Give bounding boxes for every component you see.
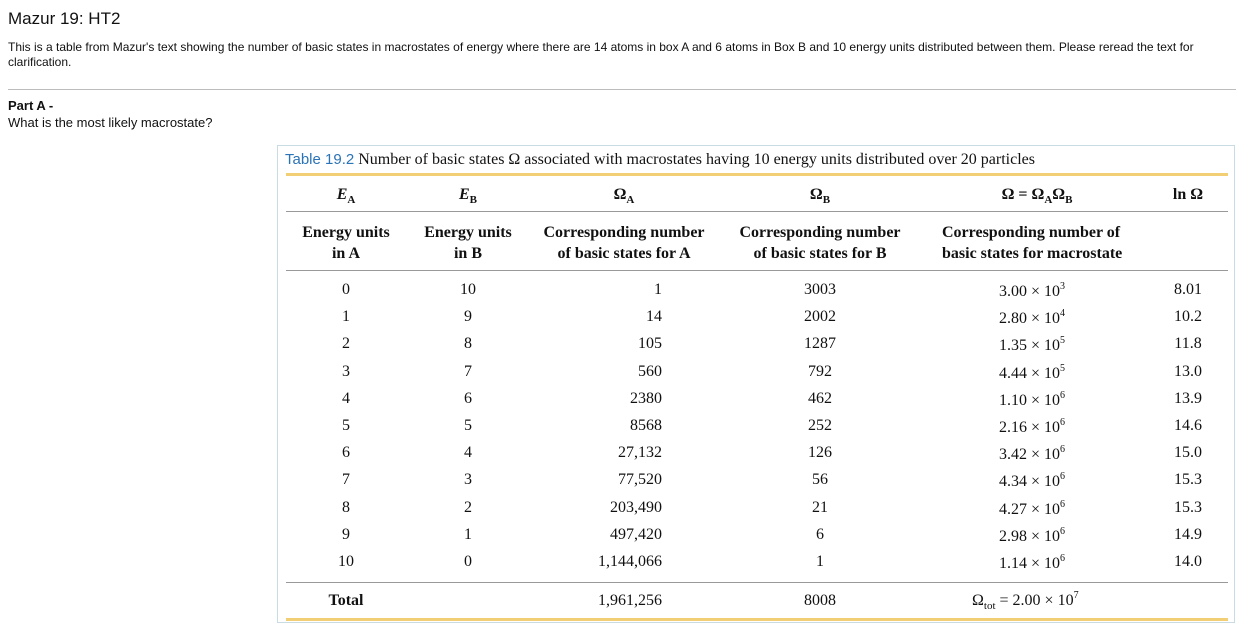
- cell-ea: 6: [342, 444, 350, 461]
- cell-omega: $1.14 \times 10^6$: [999, 553, 1066, 572]
- cell-ln-omega: 11.8: [1174, 335, 1202, 352]
- cell-ln-omega: 13.0: [1174, 363, 1202, 380]
- cell-eb: 10: [460, 281, 476, 298]
- header-omega-b-desc: Corresponding number of basic states for B: [739, 224, 901, 262]
- header-ea-symbol: $E_A$: [336, 186, 356, 206]
- cell-omega-b: 252: [808, 417, 832, 434]
- cell-ea: 1: [342, 308, 350, 325]
- cell-eb: 8: [464, 335, 472, 352]
- cell-omega-a: 8568: [630, 417, 662, 434]
- total-omega-b: 8008: [804, 592, 836, 609]
- cell-eb: 1: [464, 526, 472, 543]
- table-caption-text: Number of basic states Ω associated with macrostates having 10 energy units distributed over 20 particles: [354, 151, 1035, 168]
- divider: [8, 89, 1236, 90]
- cell-omega: $1.10 \times 10^6$: [999, 390, 1066, 409]
- total-omega-a: 1,961,256: [598, 592, 662, 609]
- cell-omega-a: 203,490: [610, 499, 662, 516]
- table-caption-label: Table 19.2: [285, 151, 355, 168]
- cell-omega-b: 21: [812, 499, 828, 516]
- header-ln-omega-symbol: ln Ω: [1172, 186, 1204, 203]
- cell-ea: 4: [342, 390, 350, 407]
- total-omega: $\Omega_{tot} = 2.00 \times 10^7$: [972, 590, 1079, 612]
- cell-omega-b: 3003: [804, 281, 836, 298]
- header-eb-desc: Energy units in B: [424, 224, 512, 262]
- part-label: Part A -: [8, 98, 54, 113]
- cell-omega: $4.27 \times 10^6$: [999, 499, 1066, 518]
- page-title: Mazur 19: HT2: [8, 9, 121, 28]
- header-omega-b-symbol: $\Omega_B$: [809, 186, 831, 206]
- cell-omega-b: 462: [808, 390, 832, 407]
- top-rule: [286, 173, 1228, 176]
- header-omega-desc: Corresponding number of basic states for macrostate: [942, 224, 1123, 262]
- cell-ea: 2: [342, 335, 350, 352]
- problem-description: This is a table from Mazur's text showing the number of basic states in macrostates of energy where there are 14 atoms in box A and 6 atoms in Box B and 10 energy units distributed between them. Please reread the text for clarification.: [8, 40, 1194, 69]
- cell-omega-a: 77,520: [618, 471, 662, 488]
- cell-omega: $2.16 \times 10^6$: [999, 417, 1066, 436]
- cell-eb: 9: [464, 308, 472, 325]
- cell-ea: 5: [342, 417, 350, 434]
- cell-ln-omega: 8.01: [1174, 281, 1202, 298]
- cell-omega-a: 497,420: [610, 526, 662, 543]
- cell-eb: 0: [464, 553, 472, 570]
- header-rule: [286, 211, 1228, 212]
- total-label: Total: [328, 592, 364, 609]
- cell-omega-b: 1287: [804, 335, 836, 352]
- cell-omega-a: 1,144,066: [598, 553, 662, 570]
- cell-ea: 3: [342, 363, 350, 380]
- cell-ln-omega: 15.3: [1174, 499, 1202, 516]
- table-caption: [285, 151, 1035, 169]
- cell-omega-b: 6: [816, 526, 824, 543]
- cell-omega-b: 2002: [804, 308, 836, 325]
- cell-ea: 7: [342, 471, 350, 488]
- cell-ln-omega: 13.9: [1174, 390, 1202, 407]
- cell-ln-omega: 15.0: [1174, 444, 1202, 461]
- header-omega-a-desc: Corresponding number of basic states for A: [543, 224, 705, 262]
- cell-omega: $3.42 \times 10^6$: [999, 444, 1066, 463]
- header-omega-symbol: $\Omega = \Omega_A\Omega_B$: [1001, 186, 1073, 206]
- header-eb-symbol: $E_B$: [458, 186, 478, 206]
- cell-omega: $4.44 \times 10^5$: [999, 363, 1066, 382]
- cell-omega-b: 1: [816, 553, 824, 570]
- question-text: What is the most likely macrostate?: [8, 115, 213, 130]
- cell-ln-omega: 10.2: [1174, 308, 1202, 325]
- cell-ea: 0: [342, 281, 350, 298]
- header-omega-a-symbol: $\Omega_A$: [613, 186, 635, 206]
- cell-omega-a: 14: [646, 308, 662, 325]
- cell-ea: 10: [338, 553, 354, 570]
- body-top-rule: [286, 270, 1228, 271]
- cell-omega: $4.34 \times 10^6$: [999, 471, 1066, 490]
- table-figure: [277, 145, 1235, 623]
- cell-omega-b: 792: [808, 363, 832, 380]
- cell-omega-b: 56: [812, 471, 828, 488]
- cell-eb: 6: [464, 390, 472, 407]
- cell-omega-a: 27,132: [618, 444, 662, 461]
- cell-ln-omega: 15.3: [1174, 471, 1202, 488]
- cell-omega: $1.35 \times 10^5$: [999, 335, 1066, 354]
- cell-omega-a: 560: [638, 363, 662, 380]
- cell-omega-a: 2380: [630, 390, 662, 407]
- cell-eb: 4: [464, 444, 472, 461]
- cell-eb: 2: [464, 499, 472, 516]
- cell-eb: 5: [464, 417, 472, 434]
- cell-ea: 9: [342, 526, 350, 543]
- cell-eb: 3: [464, 471, 472, 488]
- cell-eb: 7: [464, 363, 472, 380]
- total-rule: [286, 582, 1228, 583]
- cell-ln-omega: 14.6: [1174, 417, 1202, 434]
- cell-omega: $2.98 \times 10^6$: [999, 526, 1066, 545]
- header-ea-desc: Energy units in A: [302, 224, 390, 262]
- cell-omega-a: 1: [654, 281, 662, 298]
- bottom-rule: [286, 618, 1228, 621]
- cell-ea: 8: [342, 499, 350, 516]
- cell-ln-omega: 14.0: [1174, 553, 1202, 570]
- cell-omega-b: 126: [808, 444, 832, 461]
- cell-omega: $3.00 \times 10^3$: [999, 281, 1066, 300]
- cell-omega-a: 105: [638, 335, 662, 352]
- cell-ln-omega: 14.9: [1174, 526, 1202, 543]
- cell-omega: $2.80 \times 10^4$: [999, 308, 1066, 327]
